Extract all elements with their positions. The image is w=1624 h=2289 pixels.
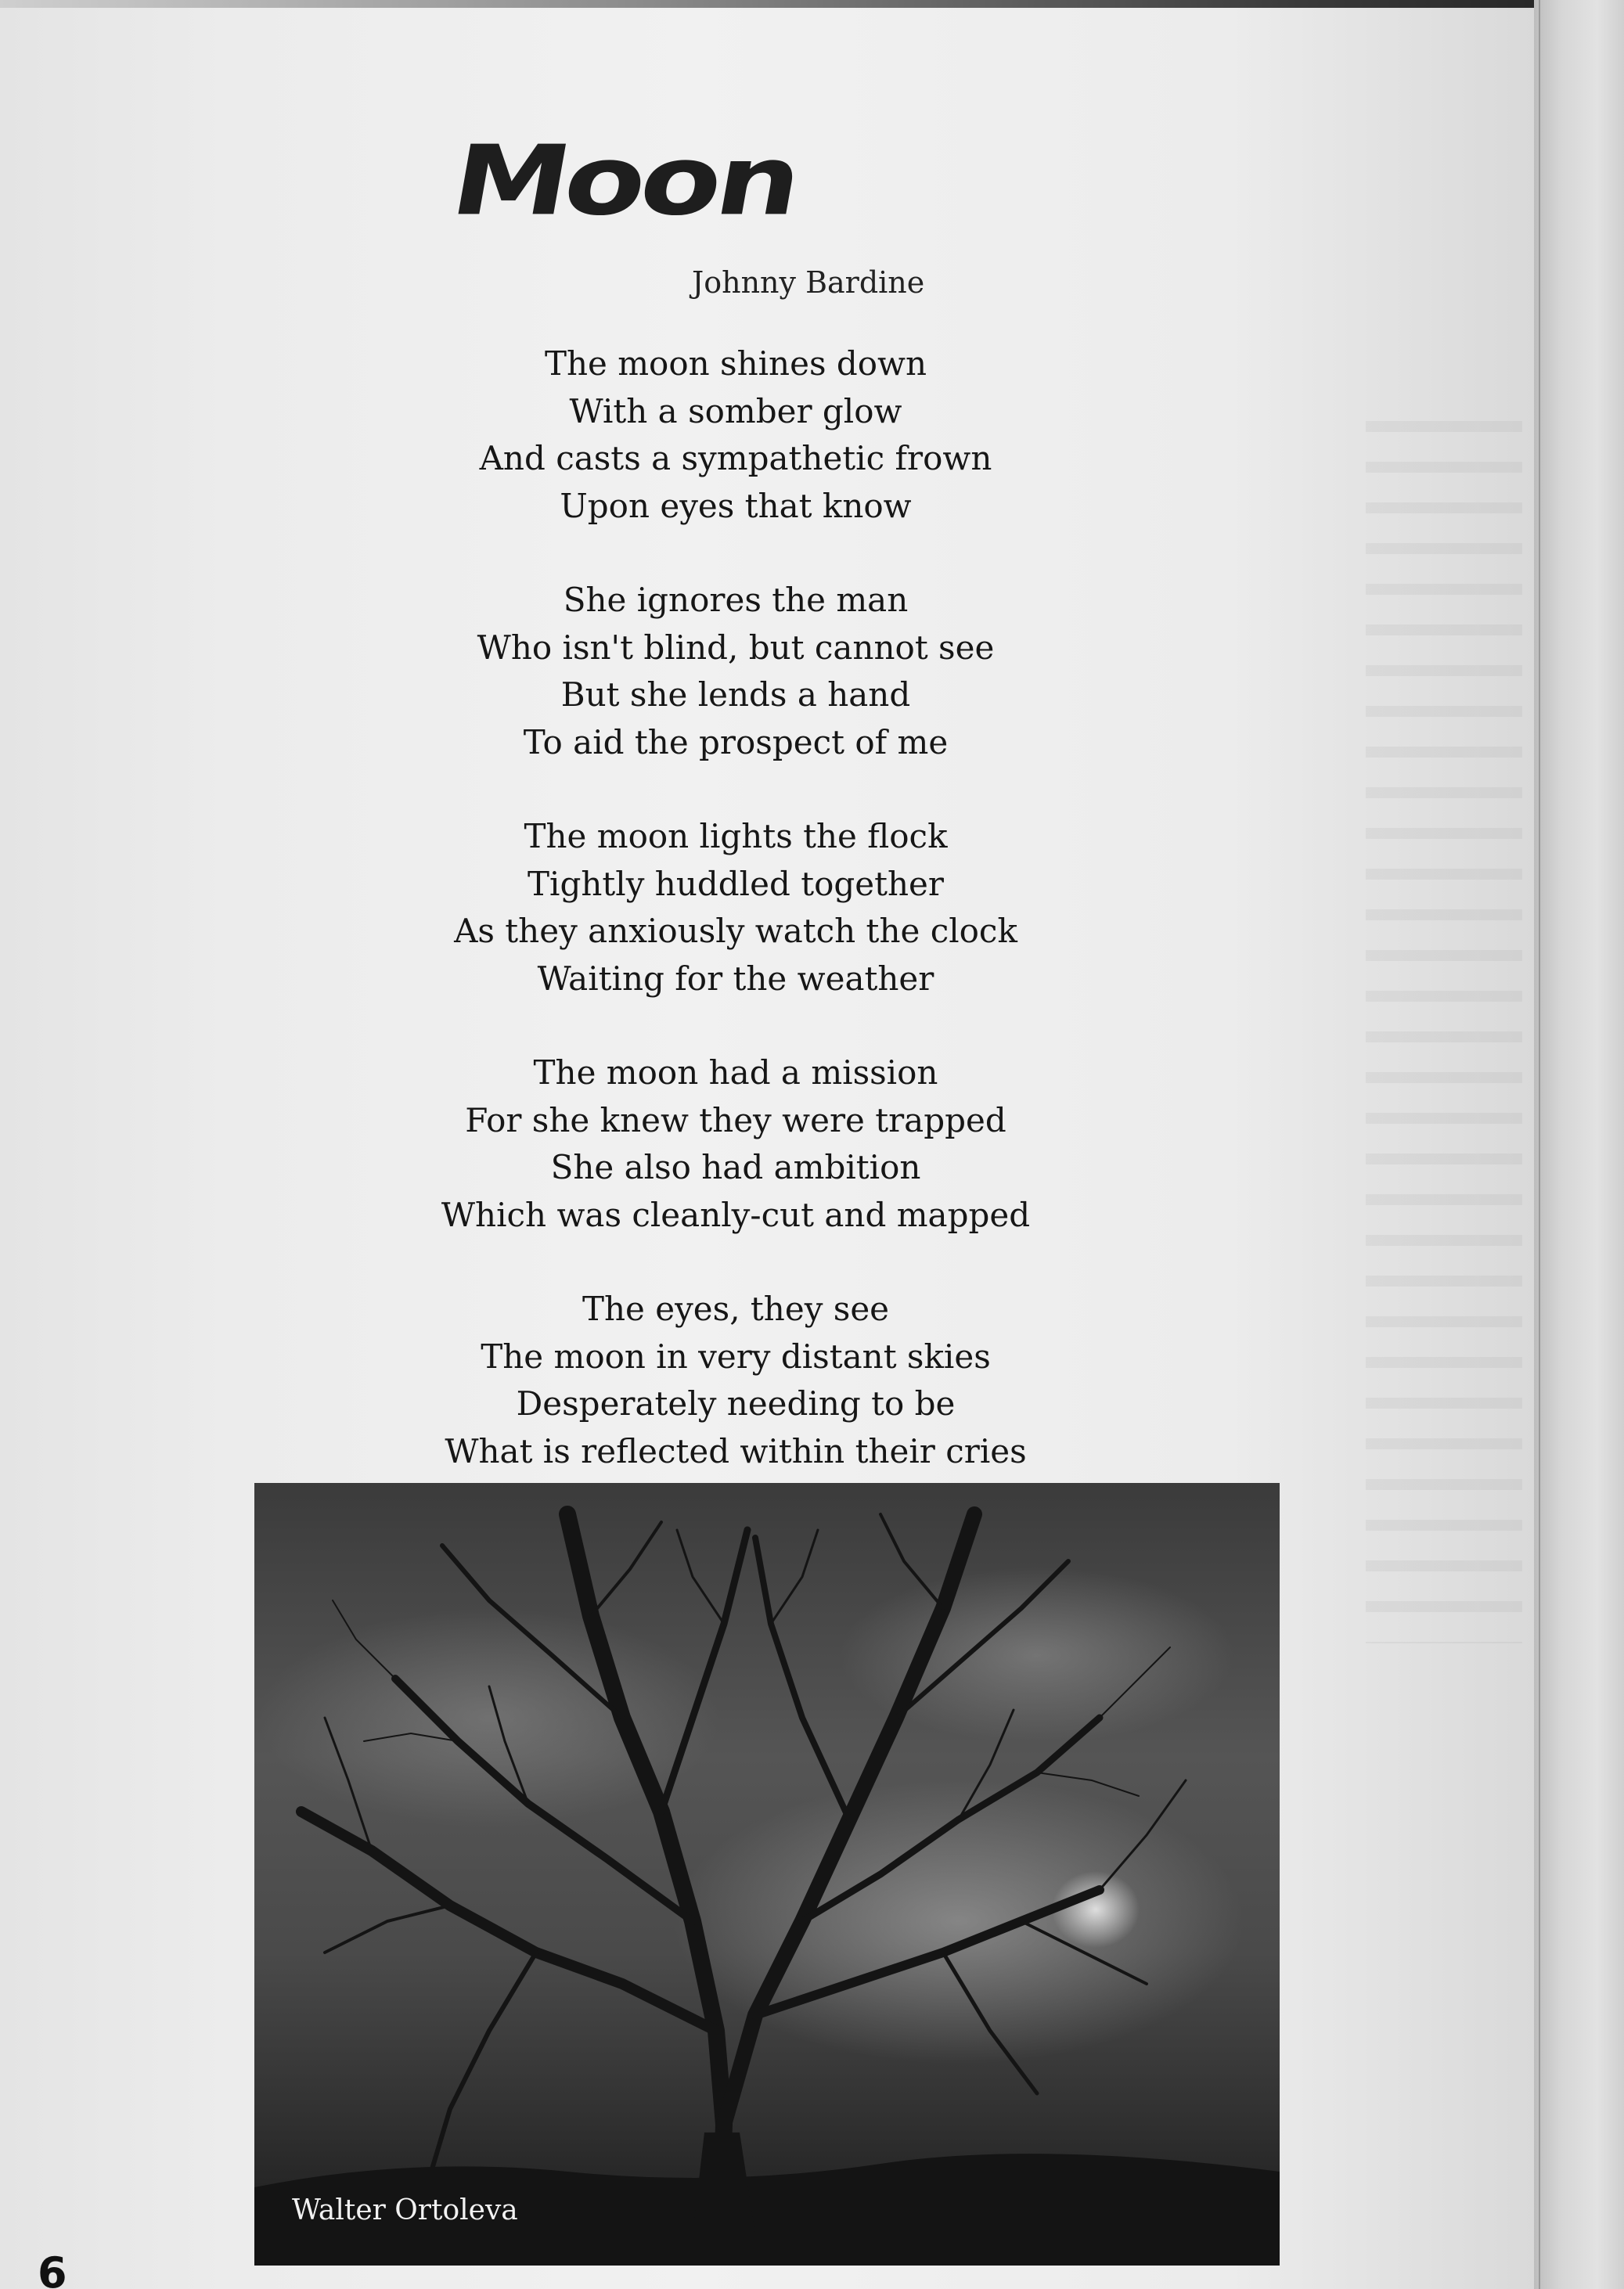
poem-line: And casts a sympathetic frown: [479, 439, 992, 477]
poem-line: Which was cleanly-cut and mapped: [441, 1195, 1031, 1234]
poem-line: With a somber glow: [569, 391, 902, 430]
poem-title: Moon: [443, 125, 806, 237]
poem-line: As they anxiously watch the clock: [454, 912, 1017, 950]
poem-line: Desperately needing to be: [516, 1384, 956, 1423]
book-top-edge: [0, 0, 1624, 8]
adjacent-page-edge: [1534, 0, 1624, 2289]
photo-credit: Walter Ortoleva: [292, 2194, 518, 2226]
poem-line: But she lends a hand: [560, 675, 911, 714]
poem-line: Waiting for the weather: [537, 959, 934, 998]
show-through-text: [1366, 391, 1522, 1643]
poem-line: She also had ambition: [550, 1148, 921, 1186]
tree-photograph: [254, 1483, 1280, 2266]
poem-line: What is reflected within their cries: [445, 1431, 1027, 1470]
poem-line: The moon shines down: [544, 344, 927, 383]
poem-line: The moon in very distant skies: [481, 1337, 991, 1376]
poem-line: She ignores the man: [563, 581, 909, 619]
poem-line: The moon lights the flock: [524, 817, 948, 855]
page-number: 6: [38, 2248, 67, 2289]
poem-line: The eyes, they see: [582, 1290, 890, 1328]
tree-silhouette-icon: [254, 1483, 1280, 2266]
poem-line: Who isn't blind, but cannot see: [477, 628, 995, 667]
poem-line: For she knew they were trapped: [465, 1100, 1006, 1139]
poem-author: Johnny Bardine: [692, 265, 925, 300]
poem-line: Tightly huddled together: [528, 864, 944, 903]
poem-line: Upon eyes that know: [560, 486, 912, 525]
poem-line: To aid the prospect of me: [523, 722, 949, 761]
book-page: [0, 8, 1534, 2289]
poem-line: The moon had a mission: [533, 1053, 938, 1092]
